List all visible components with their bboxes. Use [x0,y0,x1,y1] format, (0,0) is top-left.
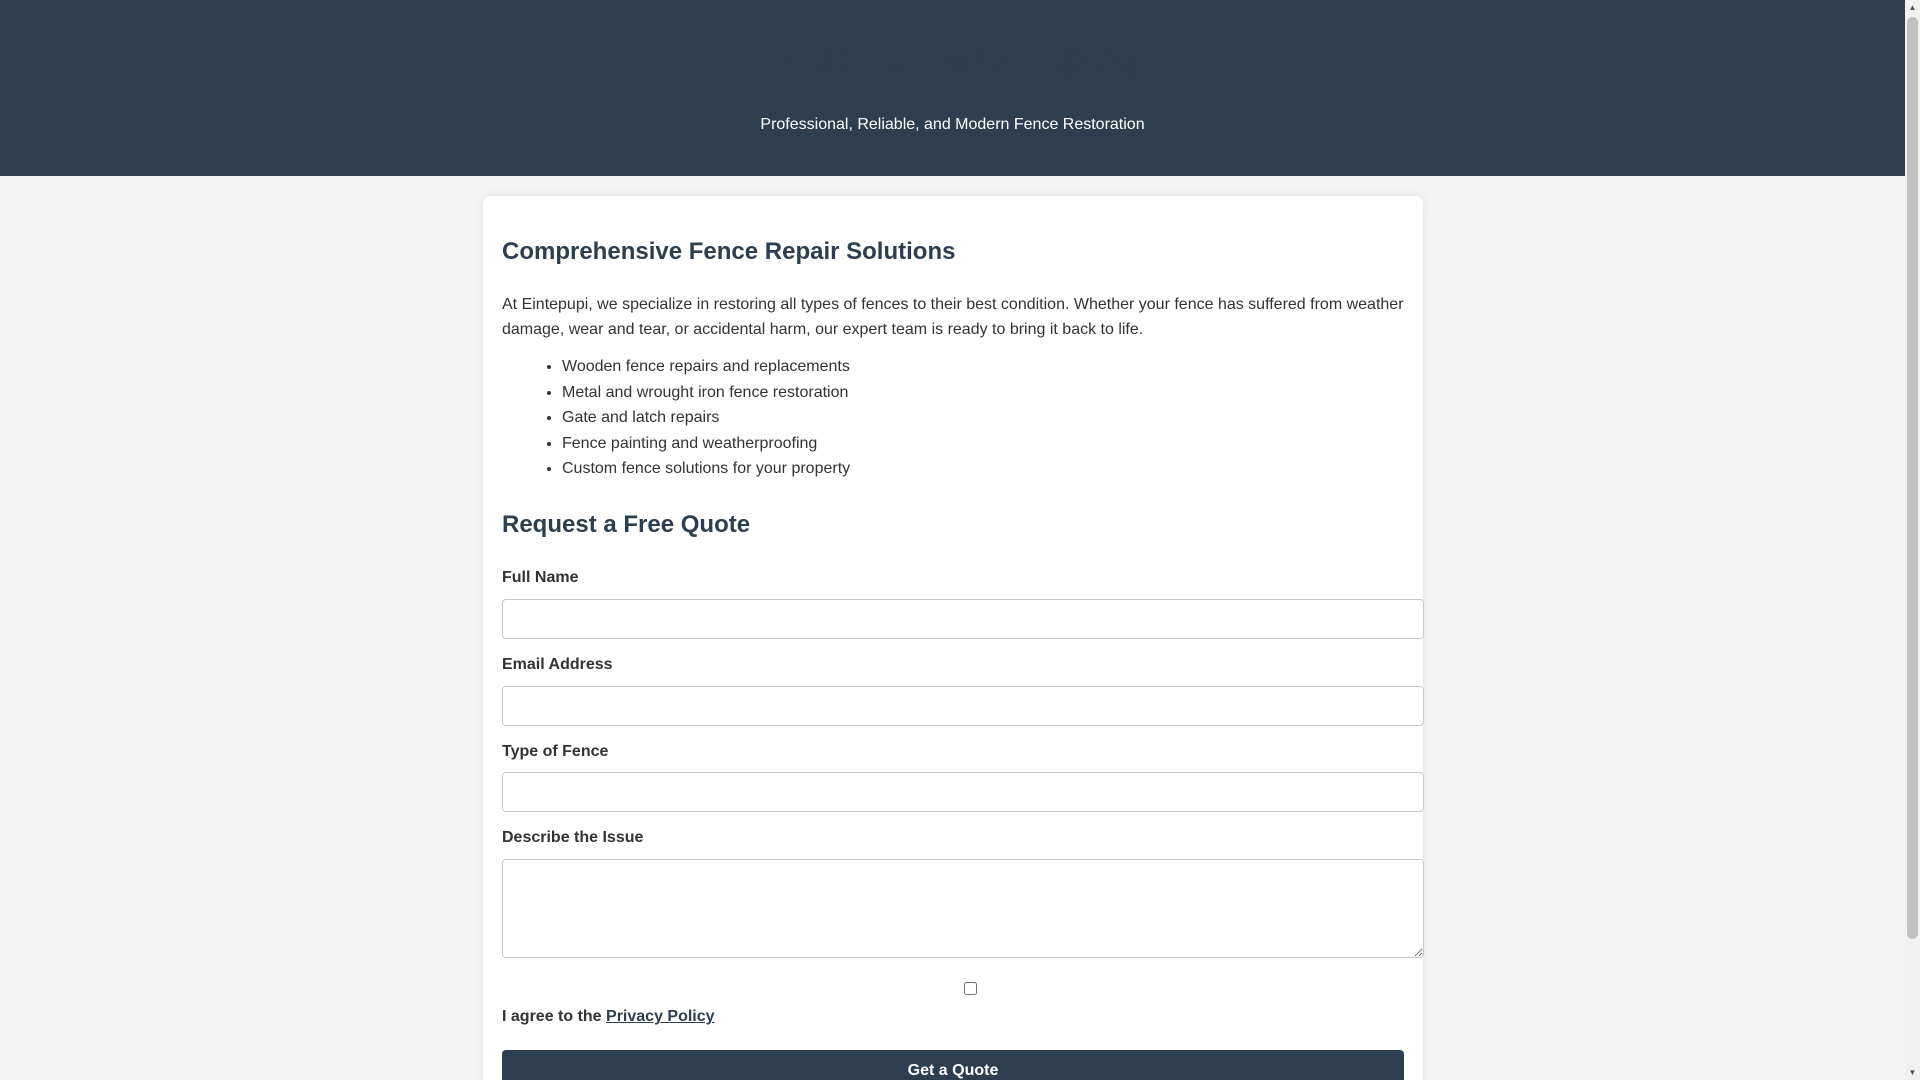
privacy-agreement [502,1008,715,1026]
services-list [502,354,850,482]
list-item: • Fence painting and weatherproofing [562,431,850,457]
list-item: • Custom fence solutions for your property [562,456,850,482]
scroll-down-icon[interactable]: ▼ [1908,1068,1917,1077]
list-item: • Gate and latch repairs [562,405,850,431]
scroll-up-icon[interactable]: ▲ [1908,3,1917,12]
full-name-label: Full Name [502,569,579,586]
issue-label: Describe the Issue [502,829,644,846]
solutions-heading: Comprehensive Fence Repair Solutions [502,238,956,265]
email-label: Email Address [502,656,613,673]
issue-textarea[interactable] [502,859,1424,958]
scroll-thumb[interactable] [1907,17,1918,939]
content-card [483,196,1423,1080]
list-item: • Wooden fence repairs and replacements [562,354,850,380]
site-header [0,0,1905,176]
vertical-scrollbar[interactable] [1905,0,1920,1080]
intro-paragraph: At Eintepupi, we specialize in restoring all types of fences to their best condition. Whether your fence has suffered from weather damage, wear and tear, or accidental harm, our expert team is ready to bring it back to life. [502,296,1404,338]
get-quote-button[interactable]: Get a Quote [502,1050,1404,1080]
list-item: • Metal and wrought iron fence restoration [562,380,850,406]
privacy-checkbox[interactable] [964,982,977,995]
site-tagline: Professional, Reliable, and Modern Fence Restoration [760,116,1145,133]
quote-heading: Request a Free Quote [502,511,751,538]
privacy-policy-link[interactable]: Privacy Policy [606,1008,715,1025]
agree-text: I agree to the [502,1008,602,1025]
fence-type-label: Type of Fence [502,743,609,760]
full-name-input[interactable] [502,599,1424,639]
fence-type-input[interactable] [502,772,1424,812]
email-input[interactable] [502,686,1424,726]
site-title: Eintepupi Fence Repair [741,40,1164,82]
